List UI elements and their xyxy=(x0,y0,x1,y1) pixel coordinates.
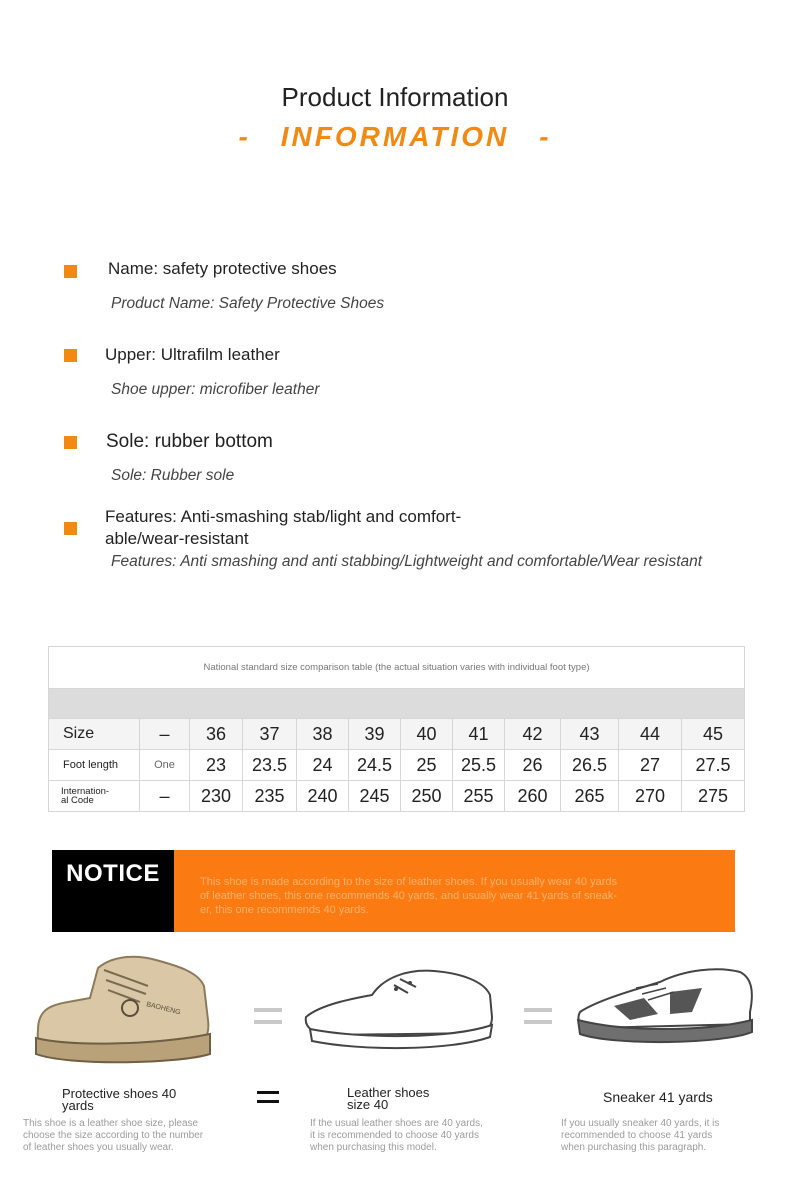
row-label-size: Size xyxy=(49,719,140,750)
description-line2: recommended to choose 41 yards xyxy=(561,1130,713,1141)
table-cell: 235 xyxy=(243,781,297,812)
protective-boot-image xyxy=(28,950,214,1070)
caption-line2: size 40 xyxy=(347,1097,389,1112)
table-cell: 42 xyxy=(505,719,561,750)
notice-text xyxy=(200,875,670,917)
notice-text-box xyxy=(174,850,735,932)
table-cell: 27.5 xyxy=(682,750,745,781)
leather-shoe-image xyxy=(300,965,496,1055)
info-name: Name: safety protective shoes xyxy=(108,259,337,278)
sneaker-description xyxy=(561,1118,719,1154)
square-bullet-icon xyxy=(64,349,77,362)
table-cell: 38 xyxy=(297,719,349,750)
caption-line2: yards xyxy=(62,1098,94,1113)
info-sole: Sole: rubber bottom xyxy=(106,431,273,452)
table-cell: 37 xyxy=(243,719,297,750)
table-cell: 23.5 xyxy=(243,750,297,781)
equals-sign xyxy=(254,1008,282,1012)
equals-sign xyxy=(524,1020,552,1024)
subtitle-dash-left: - xyxy=(238,121,251,152)
info-upper: Upper: Ultrafilm leather xyxy=(105,345,280,364)
leather-shoe-caption xyxy=(347,1087,429,1111)
table-cell: 39 xyxy=(349,719,401,750)
equals-sign xyxy=(254,1020,282,1024)
description-line3: of leather shoes you usually wear. xyxy=(23,1142,174,1153)
table-cell: 26.5 xyxy=(561,750,619,781)
protective-shoe-caption xyxy=(62,1088,176,1112)
info-name-translation: Product Name: Safety Protective Shoes xyxy=(111,295,385,312)
row-unit: One xyxy=(140,750,190,781)
table-row xyxy=(49,719,745,750)
square-bullet-icon xyxy=(64,522,77,535)
square-bullet-icon xyxy=(64,436,77,449)
sneaker-image xyxy=(574,962,756,1052)
notice-text-line3: er, this one recommends 40 yards. xyxy=(200,904,369,916)
notice-label-box xyxy=(52,850,174,932)
size-table-band xyxy=(49,689,745,719)
table-row xyxy=(49,781,745,812)
row-unit: – xyxy=(140,781,190,812)
size-table-caption: National standard size comparison table (the actual situation varies with individual foot type) xyxy=(49,647,745,689)
table-cell: 260 xyxy=(505,781,561,812)
table-cell: 240 xyxy=(297,781,349,812)
page-title: Product Information xyxy=(281,82,509,112)
row-label-line1: Internation- xyxy=(61,786,110,797)
equals-sign xyxy=(257,1100,279,1103)
info-features-line2: able/wear-resistant xyxy=(105,529,249,548)
description-line1: If you usually sneaker 40 yards, it is xyxy=(561,1118,720,1129)
table-cell: 43 xyxy=(561,719,619,750)
table-cell: 27 xyxy=(619,750,682,781)
table-cell: 25.5 xyxy=(453,750,505,781)
subtitle-text: INFORMATION xyxy=(280,121,510,152)
table-cell: 23 xyxy=(190,750,243,781)
notice-text-line1: This shoe is made according to the size of leather shoes. If you usually wear 40 yards xyxy=(200,876,617,888)
info-features-line1: Features: Anti-smashing stab/light and comfort- xyxy=(105,507,462,526)
table-row xyxy=(49,750,745,781)
table-cell: 265 xyxy=(561,781,619,812)
info-upper-translation: Shoe upper: microfiber leather xyxy=(111,381,320,398)
table-cell: 40 xyxy=(401,719,453,750)
protective-shoe-description xyxy=(23,1118,203,1154)
row-label-line2: al Code xyxy=(61,795,94,806)
description-line1: This shoe is a leather shoe size, please xyxy=(23,1118,199,1129)
description-line3: when purchasing this paragraph. xyxy=(561,1142,707,1153)
table-cell: 44 xyxy=(619,719,682,750)
notice-text-line2: of leather shoes, this one recommends 40 yards, and usually wear 41 yards of sneak- xyxy=(200,890,618,902)
table-cell: 24.5 xyxy=(349,750,401,781)
table-cell: 245 xyxy=(349,781,401,812)
table-cell: 36 xyxy=(190,719,243,750)
sneaker-caption: Sneaker 41 yards xyxy=(603,1089,713,1105)
table-cell: 275 xyxy=(682,781,745,812)
size-comparison-table xyxy=(48,646,745,812)
subtitle-dash-right: - xyxy=(539,121,552,152)
table-cell: 25 xyxy=(401,750,453,781)
table-cell: 230 xyxy=(190,781,243,812)
svg-text:BAOHENG: BAOHENG xyxy=(145,1001,182,1017)
row-label-international-code xyxy=(49,781,140,812)
equals-sign xyxy=(524,1008,552,1012)
caption-line1: Protective shoes 40 xyxy=(62,1086,177,1101)
leather-shoe-description xyxy=(310,1118,483,1154)
table-cell: 255 xyxy=(453,781,505,812)
equals-sign xyxy=(257,1091,279,1094)
notice-label: NOTICE xyxy=(66,860,160,887)
description-line1: If the usual leather shoes are 40 yards, xyxy=(310,1118,483,1129)
table-cell: 24 xyxy=(297,750,349,781)
table-cell: 26 xyxy=(505,750,561,781)
row-label-foot-length: Foot length xyxy=(49,750,140,781)
info-features xyxy=(105,506,461,550)
description-line2: it is recommended to choose 40 yards xyxy=(310,1130,479,1141)
info-sole-translation: Sole: Rubber sole xyxy=(111,467,235,484)
square-bullet-icon xyxy=(64,265,77,278)
info-features-translation: Features: Anti smashing and anti stabbing/Lightweight and comfortable/Wear resistant xyxy=(111,553,703,570)
caption-line1: Leather shoes xyxy=(347,1085,430,1100)
page-subtitle xyxy=(0,121,790,153)
description-line3: when purchasing this model. xyxy=(310,1142,437,1153)
row-unit: – xyxy=(140,719,190,750)
table-cell: 270 xyxy=(619,781,682,812)
table-cell: 250 xyxy=(401,781,453,812)
table-cell: 41 xyxy=(453,719,505,750)
table-cell: 45 xyxy=(682,719,745,750)
description-line2: choose the size according to the number xyxy=(23,1130,204,1141)
